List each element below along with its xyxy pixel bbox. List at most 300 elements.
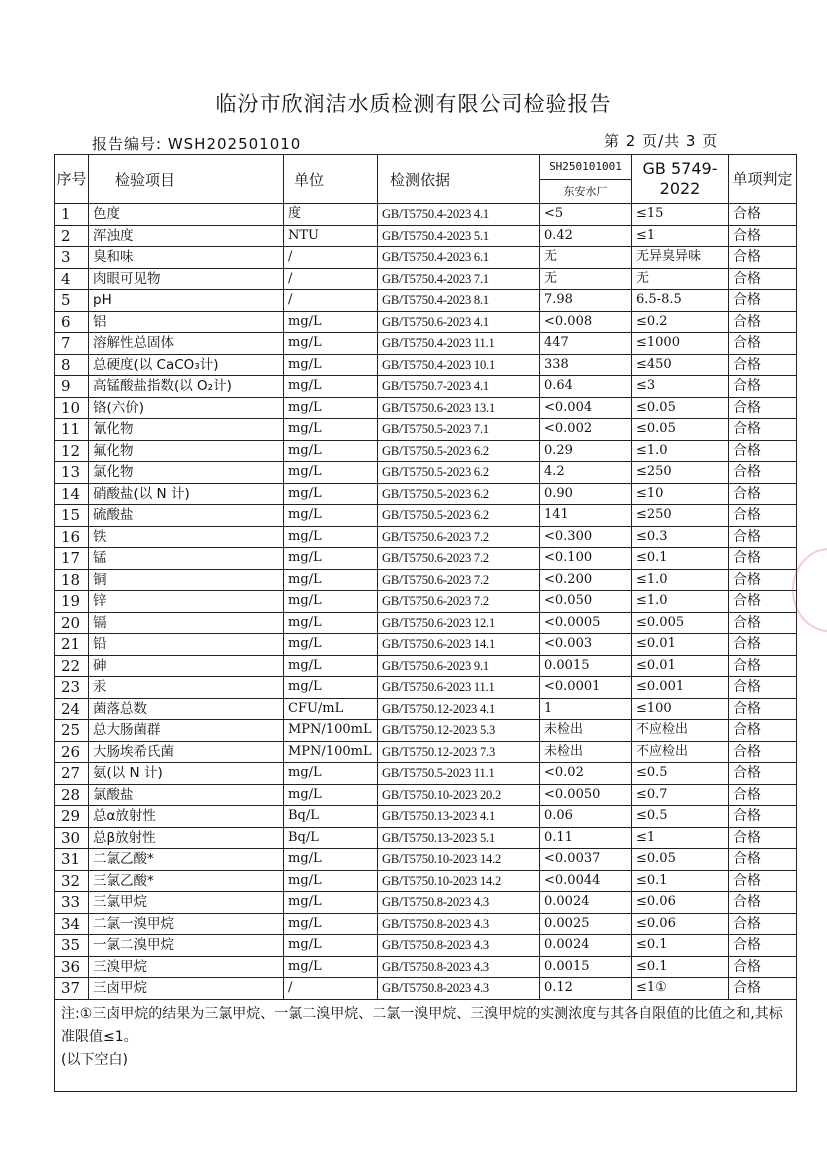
cell-method: GB/T5750.8-2023 4.3 [378, 913, 540, 935]
cell-no: 28 [55, 784, 89, 806]
cell-result: 0.90 [540, 483, 632, 505]
cell-no: 11 [55, 419, 89, 441]
cell-unit: Bq/L [284, 827, 378, 849]
cell-item: 色度 [89, 204, 284, 226]
cell-unit: mg/L [284, 376, 378, 398]
cell-no: 8 [55, 354, 89, 376]
table-row [55, 569, 797, 591]
cell-unit: mg/L [284, 956, 378, 978]
cell-judgement: 合格 [729, 763, 797, 785]
cell-result: <0.008 [540, 311, 632, 333]
table-row [55, 225, 797, 247]
cell-limit: ≤450 [632, 354, 729, 376]
cell-result: 0.12 [540, 978, 632, 1000]
cell-limit: ≤100 [632, 698, 729, 720]
cell-limit: ≤1.0 [632, 591, 729, 613]
table-row [55, 526, 797, 548]
table-row [55, 290, 797, 312]
cell-judgement: 合格 [729, 505, 797, 527]
table-row [55, 634, 797, 656]
cell-item: 锌 [89, 591, 284, 613]
cell-limit: ≤0.1 [632, 548, 729, 570]
cell-judgement: 合格 [729, 333, 797, 355]
cell-item: 铬(六价) [89, 397, 284, 419]
cell-no: 30 [55, 827, 89, 849]
cell-method: GB/T5750.6-2023 13.1 [378, 397, 540, 419]
cell-limit: ≤0.1 [632, 870, 729, 892]
cell-judgement: 合格 [729, 827, 797, 849]
cell-judgement: 合格 [729, 870, 797, 892]
cell-method: GB/T5750.4-2023 7.1 [378, 268, 540, 290]
cell-result: <0.004 [540, 397, 632, 419]
cell-judgement: 合格 [729, 720, 797, 742]
cell-item: 锰 [89, 548, 284, 570]
cell-item: 氨(以 N 计) [89, 763, 284, 785]
cell-no: 22 [55, 655, 89, 677]
results-table [54, 154, 797, 1092]
cell-judgement: 合格 [729, 935, 797, 957]
cell-unit: mg/L [284, 311, 378, 333]
cell-unit: mg/L [284, 913, 378, 935]
cell-item: 氯化物 [89, 462, 284, 484]
cell-no: 17 [55, 548, 89, 570]
cell-unit: mg/L [284, 612, 378, 634]
cell-limit: ≤0.001 [632, 677, 729, 699]
cell-unit: mg/L [284, 763, 378, 785]
cell-result: 0.0025 [540, 913, 632, 935]
table-row [55, 806, 797, 828]
cell-no: 6 [55, 311, 89, 333]
cell-item: 铜 [89, 569, 284, 591]
cell-no: 14 [55, 483, 89, 505]
cell-no: 21 [55, 634, 89, 656]
cell-judgement: 合格 [729, 978, 797, 1000]
cell-limit: ≤0.01 [632, 655, 729, 677]
cell-item: 三卤甲烷 [89, 978, 284, 1000]
cell-method: GB/T5750.5-2023 6.2 [378, 462, 540, 484]
cell-method: GB/T5750.5-2023 6.2 [378, 505, 540, 527]
report-title: 临汾市欣润洁水质检测有限公司检验报告 [215, 92, 612, 116]
table-row [55, 741, 797, 763]
cell-item: 三溴甲烷 [89, 956, 284, 978]
table-row [55, 913, 797, 935]
cell-item: 镉 [89, 612, 284, 634]
cell-item: 三氯甲烷 [89, 892, 284, 914]
cell-unit: mg/L [284, 677, 378, 699]
cell-limit: ≤3 [632, 376, 729, 398]
cell-item: 肉眼可见物 [89, 268, 284, 290]
cell-limit: ≤10 [632, 483, 729, 505]
cell-limit: ≤0.2 [632, 311, 729, 333]
cell-unit: mg/L [284, 784, 378, 806]
cell-unit: NTU [284, 225, 378, 247]
cell-limit: ≤0.05 [632, 419, 729, 441]
cell-no: 12 [55, 440, 89, 462]
cell-judgement: 合格 [729, 376, 797, 398]
cell-item: 总α放射性 [89, 806, 284, 828]
cell-no: 37 [55, 978, 89, 1000]
cell-judgement: 合格 [729, 892, 797, 914]
header-standard: GB 5749-2022 [632, 155, 729, 204]
cell-no: 26 [55, 741, 89, 763]
stamp-seal [792, 548, 827, 632]
cell-limit: 无 [632, 268, 729, 290]
cell-result: 0.0015 [540, 655, 632, 677]
cell-no: 1 [55, 204, 89, 226]
cell-result: 0.0024 [540, 892, 632, 914]
cell-method: GB/T5750.5-2023 7.1 [378, 419, 540, 441]
cell-no: 7 [55, 333, 89, 355]
cell-judgement: 合格 [729, 849, 797, 871]
header-item: 检验项目 [89, 155, 284, 204]
cell-no: 2 [55, 225, 89, 247]
cell-method: GB/T5750.4-2023 8.1 [378, 290, 540, 312]
cell-limit: ≤1.0 [632, 569, 729, 591]
cell-result: <0.100 [540, 548, 632, 570]
cell-limit: ≤1 [632, 827, 729, 849]
cell-judgement: 合格 [729, 698, 797, 720]
cell-result: <0.0005 [540, 612, 632, 634]
cell-no: 13 [55, 462, 89, 484]
cell-method: GB/T5750.10-2023 14.2 [378, 870, 540, 892]
cell-item: 铝 [89, 311, 284, 333]
header-unit: 单位 [284, 155, 378, 204]
cell-judgement: 合格 [729, 311, 797, 333]
cell-result: 未检出 [540, 741, 632, 763]
cell-no: 23 [55, 677, 89, 699]
cell-method: GB/T5750.8-2023 4.3 [378, 978, 540, 1000]
cell-unit: mg/L [284, 354, 378, 376]
table-row [55, 376, 797, 398]
table-row [55, 849, 797, 871]
table-row [55, 763, 797, 785]
cell-result: <0.0044 [540, 870, 632, 892]
table-row [55, 677, 797, 699]
cell-method: GB/T5750.6-2023 9.1 [378, 655, 540, 677]
cell-judgement: 合格 [729, 956, 797, 978]
cell-unit: MPN/100mL [284, 741, 378, 763]
cell-judgement: 合格 [729, 806, 797, 828]
cell-no: 15 [55, 505, 89, 527]
cell-result: 0.11 [540, 827, 632, 849]
table-row [55, 720, 797, 742]
cell-method: GB/T5750.6-2023 7.2 [378, 548, 540, 570]
cell-result: <0.0050 [540, 784, 632, 806]
cell-limit: ≤0.7 [632, 784, 729, 806]
cell-unit: mg/L [284, 634, 378, 656]
cell-item: 菌落总数 [89, 698, 284, 720]
table-row [55, 870, 797, 892]
table-row [55, 311, 797, 333]
cell-result: 0.64 [540, 376, 632, 398]
cell-no: 35 [55, 935, 89, 957]
cell-unit: mg/L [284, 870, 378, 892]
cell-item: 总β放射性 [89, 827, 284, 849]
cell-judgement: 合格 [729, 397, 797, 419]
cell-unit: mg/L [284, 419, 378, 441]
cell-limit: ≤1000 [632, 333, 729, 355]
cell-limit: ≤0.05 [632, 397, 729, 419]
table-row [55, 204, 797, 226]
cell-method: GB/T5750.4-2023 4.1 [378, 204, 540, 226]
table-row [55, 612, 797, 634]
cell-limit: ≤250 [632, 462, 729, 484]
cell-result: 未检出 [540, 720, 632, 742]
cell-method: GB/T5750.6-2023 7.2 [378, 526, 540, 548]
cell-result: 无 [540, 247, 632, 269]
cell-limit: 6.5-8.5 [632, 290, 729, 312]
cell-judgement: 合格 [729, 526, 797, 548]
table-row [55, 591, 797, 613]
cell-limit: ≤0.3 [632, 526, 729, 548]
table-row [55, 698, 797, 720]
note-cell [55, 999, 797, 1091]
cell-no: 3 [55, 247, 89, 269]
cell-limit: ≤1.0 [632, 440, 729, 462]
cell-no: 36 [55, 956, 89, 978]
cell-method: GB/T5750.6-2023 7.2 [378, 591, 540, 613]
cell-result: 7.98 [540, 290, 632, 312]
cell-unit: mg/L [284, 548, 378, 570]
cell-unit: / [284, 268, 378, 290]
cell-judgement: 合格 [729, 419, 797, 441]
cell-item: 臭和味 [89, 247, 284, 269]
table-row [55, 354, 797, 376]
cell-limit: 无异臭异味 [632, 247, 729, 269]
cell-no: 9 [55, 376, 89, 398]
cell-result: 4.2 [540, 462, 632, 484]
report-number: 报告编号: WSH202501010 [92, 135, 302, 153]
note-text: 注:①三卤甲烷的结果为三氯甲烷、一氯二溴甲烷、二氯一溴甲烷、三溴甲烷的实测浓度与其各自限值的比值之和,其标准限值≤1。 [61, 1005, 783, 1045]
note-blank-marker: (以下空白) [61, 1051, 128, 1068]
table-row [55, 784, 797, 806]
cell-method: GB/T5750.12-2023 7.3 [378, 741, 540, 763]
cell-item: 总大肠菌群 [89, 720, 284, 742]
sample-id: SH250101001 [540, 155, 631, 180]
cell-no: 5 [55, 290, 89, 312]
cell-method: GB/T5750.4-2023 6.1 [378, 247, 540, 269]
cell-unit: / [284, 247, 378, 269]
cell-judgement: 合格 [729, 290, 797, 312]
table-row [55, 956, 797, 978]
header-method: 检测依据 [378, 155, 540, 204]
cell-unit: MPN/100mL [284, 720, 378, 742]
cell-judgement: 合格 [729, 548, 797, 570]
cell-item: 总硬度(以 CaCO₃计) [89, 354, 284, 376]
cell-method: GB/T5750.13-2023 4.1 [378, 806, 540, 828]
cell-limit: ≤0.06 [632, 913, 729, 935]
cell-unit: / [284, 290, 378, 312]
cell-item: 氰化物 [89, 419, 284, 441]
cell-unit: mg/L [284, 526, 378, 548]
cell-item: 高锰酸盐指数(以 O₂计) [89, 376, 284, 398]
cell-judgement: 合格 [729, 247, 797, 269]
cell-no: 31 [55, 849, 89, 871]
header-seq: 序号 [55, 155, 89, 204]
cell-unit: mg/L [284, 397, 378, 419]
cell-limit: ≤0.1 [632, 956, 729, 978]
cell-limit: ≤0.01 [632, 634, 729, 656]
table-row [55, 548, 797, 570]
cell-method: GB/T5750.8-2023 4.3 [378, 935, 540, 957]
table-row [55, 483, 797, 505]
cell-limit: ≤0.5 [632, 763, 729, 785]
cell-item: 一氯二溴甲烷 [89, 935, 284, 957]
header-sample [540, 155, 632, 204]
table-row [55, 655, 797, 677]
cell-judgement: 合格 [729, 655, 797, 677]
cell-method: GB/T5750.8-2023 4.3 [378, 892, 540, 914]
cell-no: 20 [55, 612, 89, 634]
header-judgement: 单项判定 [729, 155, 797, 204]
cell-item: 砷 [89, 655, 284, 677]
cell-method: GB/T5750.10-2023 20.2 [378, 784, 540, 806]
cell-result: <0.0001 [540, 677, 632, 699]
table-row [55, 462, 797, 484]
cell-method: GB/T5750.8-2023 4.3 [378, 956, 540, 978]
cell-result: <0.02 [540, 763, 632, 785]
cell-item: 三氯乙酸* [89, 870, 284, 892]
cell-method: GB/T5750.4-2023 10.1 [378, 354, 540, 376]
cell-result: 无 [540, 268, 632, 290]
cell-no: 24 [55, 698, 89, 720]
table-row [55, 935, 797, 957]
cell-judgement: 合格 [729, 483, 797, 505]
cell-unit: mg/L [284, 483, 378, 505]
cell-no: 33 [55, 892, 89, 914]
table-row [55, 892, 797, 914]
cell-no: 34 [55, 913, 89, 935]
cell-judgement: 合格 [729, 268, 797, 290]
cell-method: GB/T5750.6-2023 14.1 [378, 634, 540, 656]
cell-unit: mg/L [284, 462, 378, 484]
cell-method: GB/T5750.4-2023 11.1 [378, 333, 540, 355]
cell-no: 19 [55, 591, 89, 613]
cell-judgement: 合格 [729, 225, 797, 247]
cell-limit: 不应检出 [632, 720, 729, 742]
cell-method: GB/T5750.6-2023 12.1 [378, 612, 540, 634]
cell-result: <5 [540, 204, 632, 226]
cell-item: 氟化物 [89, 440, 284, 462]
cell-unit: / [284, 978, 378, 1000]
cell-unit: CFU/mL [284, 698, 378, 720]
cell-no: 16 [55, 526, 89, 548]
cell-result: <0.200 [540, 569, 632, 591]
cell-limit: ≤0.1 [632, 935, 729, 957]
cell-item: pH [89, 290, 284, 312]
cell-judgement: 合格 [729, 440, 797, 462]
table-row [55, 268, 797, 290]
cell-method: GB/T5750.4-2023 5.1 [378, 225, 540, 247]
cell-item: 浑浊度 [89, 225, 284, 247]
cell-result: 447 [540, 333, 632, 355]
cell-no: 32 [55, 870, 89, 892]
cell-limit: ≤0.05 [632, 849, 729, 871]
cell-judgement: 合格 [729, 784, 797, 806]
cell-method: GB/T5750.5-2023 6.2 [378, 440, 540, 462]
cell-unit: 度 [284, 204, 378, 226]
cell-no: 25 [55, 720, 89, 742]
cell-unit: mg/L [284, 591, 378, 613]
cell-judgement: 合格 [729, 634, 797, 656]
cell-method: GB/T5750.5-2023 11.1 [378, 763, 540, 785]
cell-no: 27 [55, 763, 89, 785]
cell-method: GB/T5750.6-2023 11.1 [378, 677, 540, 699]
cell-method: GB/T5750.12-2023 5.3 [378, 720, 540, 742]
cell-unit: mg/L [284, 505, 378, 527]
cell-result: <0.0037 [540, 849, 632, 871]
cell-result: 0.29 [540, 440, 632, 462]
cell-method: GB/T5750.10-2023 14.2 [378, 849, 540, 871]
cell-unit: mg/L [284, 569, 378, 591]
cell-no: 10 [55, 397, 89, 419]
table-header-row [55, 155, 797, 204]
cell-item: 硝酸盐(以 N 计) [89, 483, 284, 505]
cell-item: 铅 [89, 634, 284, 656]
cell-unit: mg/L [284, 935, 378, 957]
cell-limit: ≤1① [632, 978, 729, 1000]
cell-unit: mg/L [284, 849, 378, 871]
cell-result: 338 [540, 354, 632, 376]
cell-method: GB/T5750.13-2023 5.1 [378, 827, 540, 849]
cell-result: 0.0024 [540, 935, 632, 957]
cell-item: 大肠埃希氏菌 [89, 741, 284, 763]
note-row [55, 999, 797, 1091]
table-row [55, 333, 797, 355]
cell-judgement: 合格 [729, 462, 797, 484]
cell-method: GB/T5750.5-2023 6.2 [378, 483, 540, 505]
cell-item: 氯酸盐 [89, 784, 284, 806]
cell-method: GB/T5750.6-2023 4.1 [378, 311, 540, 333]
cell-unit: mg/L [284, 440, 378, 462]
table-row [55, 505, 797, 527]
cell-method: GB/T5750.7-2023 4.1 [378, 376, 540, 398]
table-row [55, 419, 797, 441]
table-row [55, 978, 797, 1000]
cell-result: 0.42 [540, 225, 632, 247]
cell-unit: Bq/L [284, 806, 378, 828]
cell-judgement: 合格 [729, 677, 797, 699]
cell-unit: mg/L [284, 655, 378, 677]
cell-method: GB/T5750.6-2023 7.2 [378, 569, 540, 591]
cell-unit: mg/L [284, 892, 378, 914]
cell-result: 1 [540, 698, 632, 720]
cell-limit: ≤250 [632, 505, 729, 527]
cell-judgement: 合格 [729, 741, 797, 763]
cell-method: GB/T5750.12-2023 4.1 [378, 698, 540, 720]
cell-item: 二氯乙酸* [89, 849, 284, 871]
cell-item: 硫酸盐 [89, 505, 284, 527]
cell-judgement: 合格 [729, 354, 797, 376]
cell-result: <0.002 [540, 419, 632, 441]
cell-unit: mg/L [284, 333, 378, 355]
cell-limit: ≤1 [632, 225, 729, 247]
cell-no: 18 [55, 569, 89, 591]
page-indicator: 第 2 页/共 3 页 [604, 132, 719, 150]
cell-judgement: 合格 [729, 569, 797, 591]
cell-item: 二氯一溴甲烷 [89, 913, 284, 935]
cell-judgement: 合格 [729, 612, 797, 634]
table-row [55, 440, 797, 462]
cell-item: 铁 [89, 526, 284, 548]
cell-item: 汞 [89, 677, 284, 699]
cell-no: 4 [55, 268, 89, 290]
cell-limit: ≤15 [632, 204, 729, 226]
cell-limit: ≤0.5 [632, 806, 729, 828]
cell-limit: ≤0.06 [632, 892, 729, 914]
cell-judgement: 合格 [729, 204, 797, 226]
cell-result: 0.06 [540, 806, 632, 828]
